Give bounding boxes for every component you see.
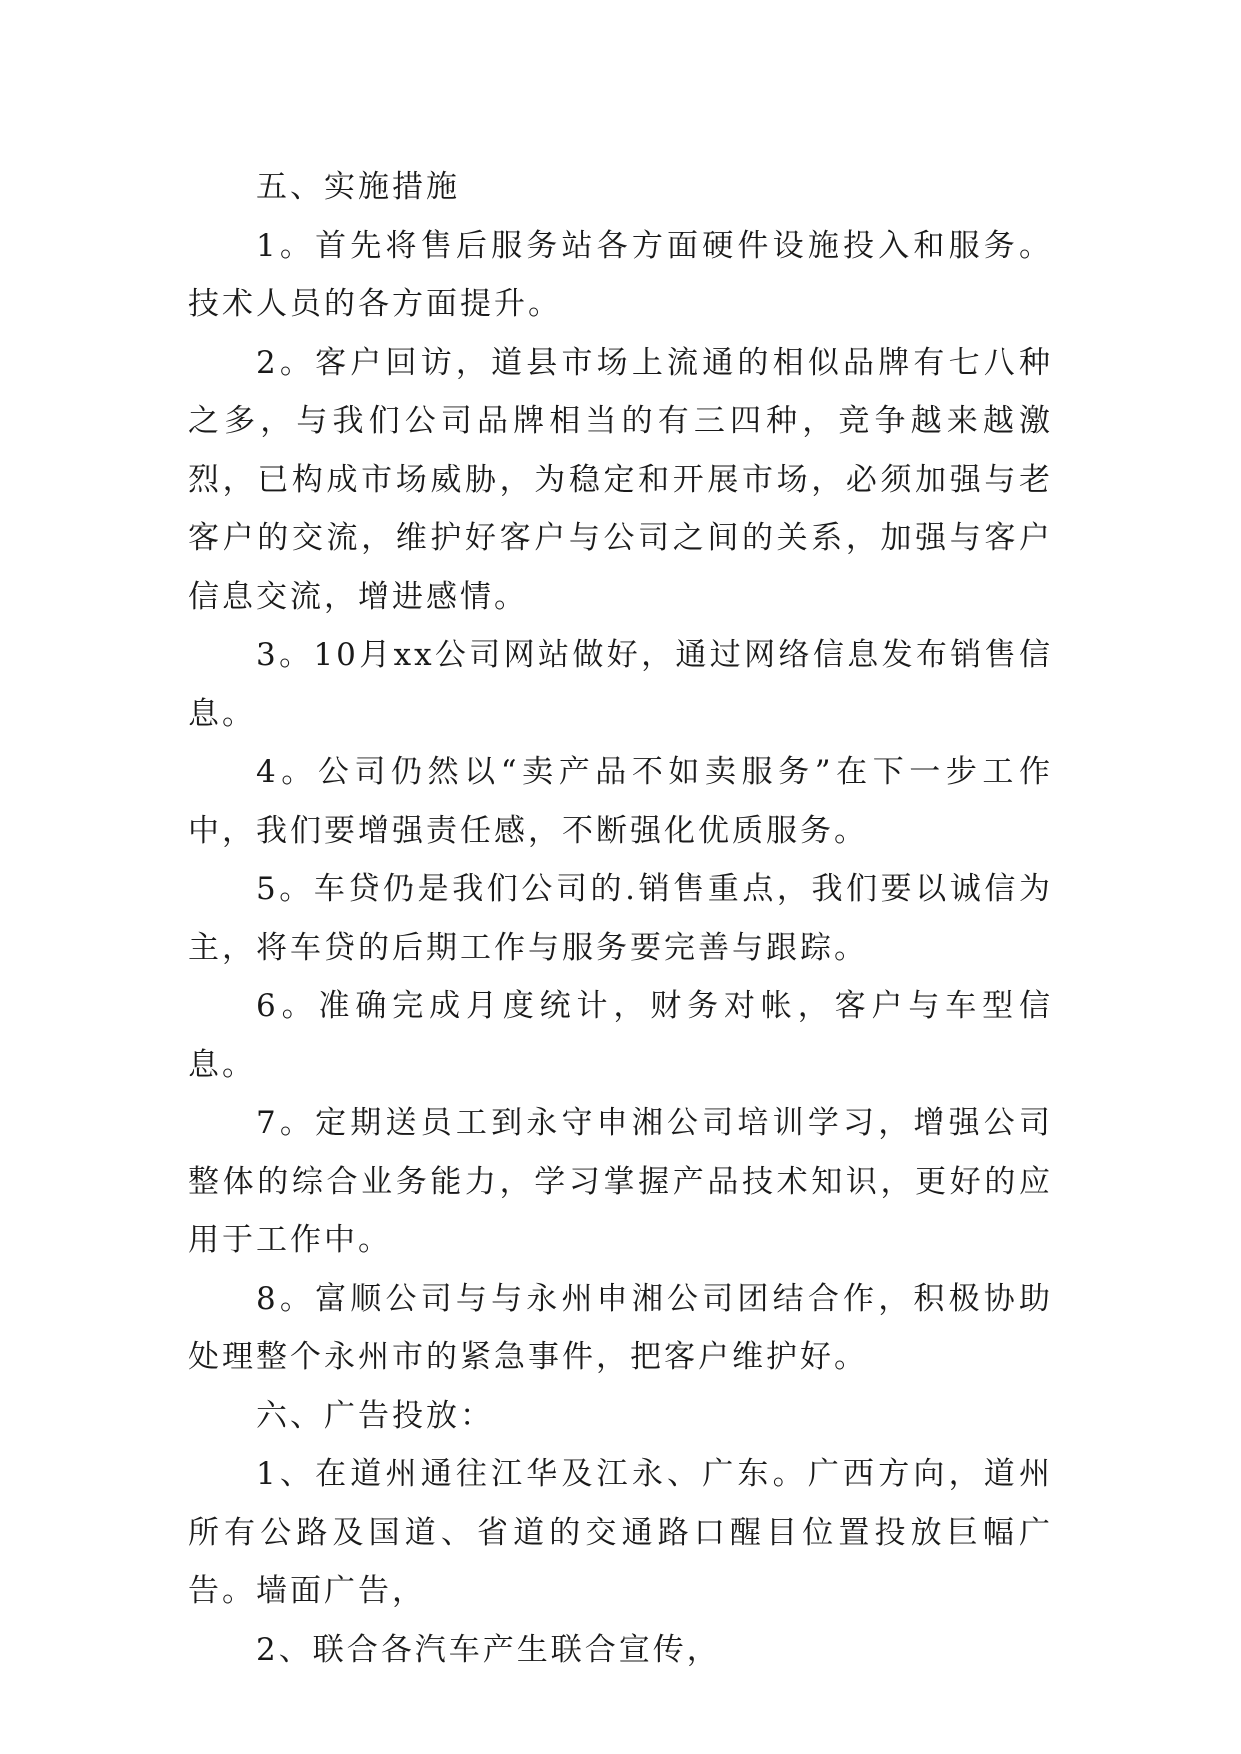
list-item: 8。富顺公司与与永州申湘公司团结合作，积极协助处理整个永州市的紧急事件，把客户维护好。 [188,1280,1053,1375]
list-item: 1。首先将售后服务站各方面硬件设施投入和服务。技术人员的各方面提升。 [188,227,1053,322]
section-heading-implementation: 五、实施措施 [256,169,460,205]
list-item: 2、联合各汽车产生联合宣传， [256,1631,721,1668]
list-item: 2。客户回访，道县市场上流通的相似品牌有七八种之多，与我们公司品牌相当的有三四种，竞争越来越激烈，已构成市场威胁，为稳定和开展市场，必须加强与老客户的交流，维护好客户与公司之间的关系，加强与客户信息交流，增进感情。 [188,344,1053,615]
list-item: 3。10月xx公司网站做好，通过网络信息发布销售信息。 [188,637,1053,732]
list-item: 6。准确完成月度统计，财务对帐，客户与车型信息。 [188,988,1053,1083]
list-item: 5。车贷仍是我们公司的.销售重点，我们要以诚信为主，将车贷的后期工作与服务要完善与跟踪。 [188,871,1053,966]
section-heading-advertising: 六、广告投放： [256,1397,494,1434]
list-item: 1、在道州通往江华及江永、广东。广西方向，道州所有公路及国道、省道的交通路口醒目位置投放巨幅广告。墙面广告， [188,1456,1053,1609]
document-body [188,158,1053,1679]
list-item: 4。公司仍然以“卖产品不如卖服务”在下一步工作中，我们要增强责任感，不断强化优质服务。 [188,754,1053,849]
list-item: 7。定期送员工到永守申湘公司培训学习，增强公司整体的综合业务能力，学习掌握产品技术知识，更好的应用于工作中。 [188,1105,1053,1258]
